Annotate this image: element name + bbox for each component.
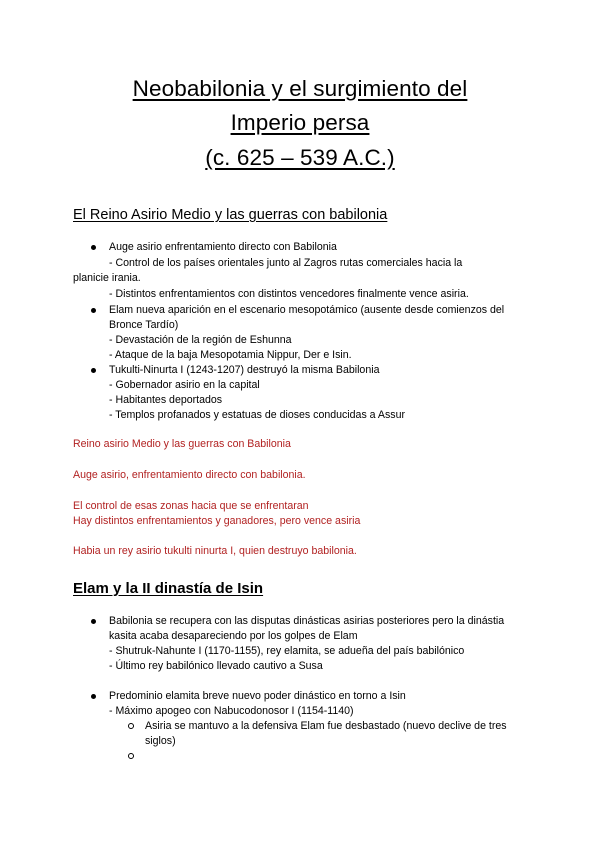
sub-bullet-icon <box>128 753 134 759</box>
list-item: - Shutruk-Nahunte I (1170-1155), rey elamita, se adueña del país babilónico <box>109 645 465 657</box>
bullet-icon <box>91 308 96 313</box>
section-1-heading: El Reino Asirio Medio y las guerras con babilonia <box>73 207 388 223</box>
title-line-3: (c. 625 – 539 A.C.) <box>205 145 395 170</box>
bullet-icon <box>91 619 96 624</box>
list-item: kasita acaba desapareciendo por los golpes de Elam <box>109 630 358 642</box>
sub-bullet-icon <box>128 723 134 729</box>
list-item: planicie irania. <box>73 272 141 284</box>
list-item: Predominio elamita breve nuevo poder dinástico en torno a Isin <box>109 690 406 702</box>
bullet-icon <box>91 245 96 250</box>
bullet-icon <box>91 368 96 373</box>
list-item: - Control de los países orientales junto al Zagros rutas comerciales hacia la <box>109 257 463 269</box>
note-line: Auge asirio, enfrentamiento directo con babilonia. <box>73 469 306 481</box>
list-item: siglos) <box>145 735 176 747</box>
title-line-2: Imperio persa <box>230 110 370 135</box>
list-item: - Gobernador asirio en la capital <box>109 379 260 391</box>
note-line: Hay distintos enfrentamientos y ganadores, pero vence asiria <box>73 515 361 527</box>
list-item: Bronce Tardío) <box>109 319 179 331</box>
list-item: - Último rey babilónico llevado cautivo a Susa <box>109 660 323 672</box>
list-item: Auge asirio enfrentamiento directo con Babilonia <box>109 241 337 253</box>
list-item: Asiria se mantuvo a la defensiva Elam fue desbastado (nuevo declive de tres <box>145 720 507 732</box>
title-line-1: Neobabilonia y el surgimiento del <box>132 76 468 101</box>
list-item: - Máximo apogeo con Nabucodonosor I (1154-1140) <box>109 705 354 717</box>
list-item: Babilonia se recupera con las disputas dinásticas asirias posteriores pero la dinástia <box>109 615 505 627</box>
note-line: El control de esas zonas hacia que se enfrentaran <box>73 500 309 512</box>
list-item: Tukulti-Ninurta I (1243-1207) destruyó la misma Babilonia <box>109 364 380 376</box>
list-item: - Devastación de la región de Eshunna <box>109 334 292 346</box>
list-item: Elam nueva aparición en el escenario mesopotámico (ausente desde comienzos del <box>109 304 505 316</box>
note-line: Habia un rey asirio tukulti ninurta I, quien destruyo babilonia. <box>73 545 357 557</box>
list-item: - Distintos enfrentamientos con distintos vencedores finalmente vence asiria. <box>109 288 469 300</box>
list-item: - Habitantes deportados <box>109 394 223 406</box>
list-item: - Templos profanados y estatuas de dioses conducidas a Assur <box>109 409 406 421</box>
note-line: Reino asirio Medio y las guerras con Babilonia <box>73 438 291 450</box>
list-item: - Ataque de la baja Mesopotamia Nippur, Der e Isin. <box>109 349 352 361</box>
section-2-heading: Elam y la II dinastía de Isin <box>73 580 264 597</box>
bullet-icon <box>91 694 96 699</box>
